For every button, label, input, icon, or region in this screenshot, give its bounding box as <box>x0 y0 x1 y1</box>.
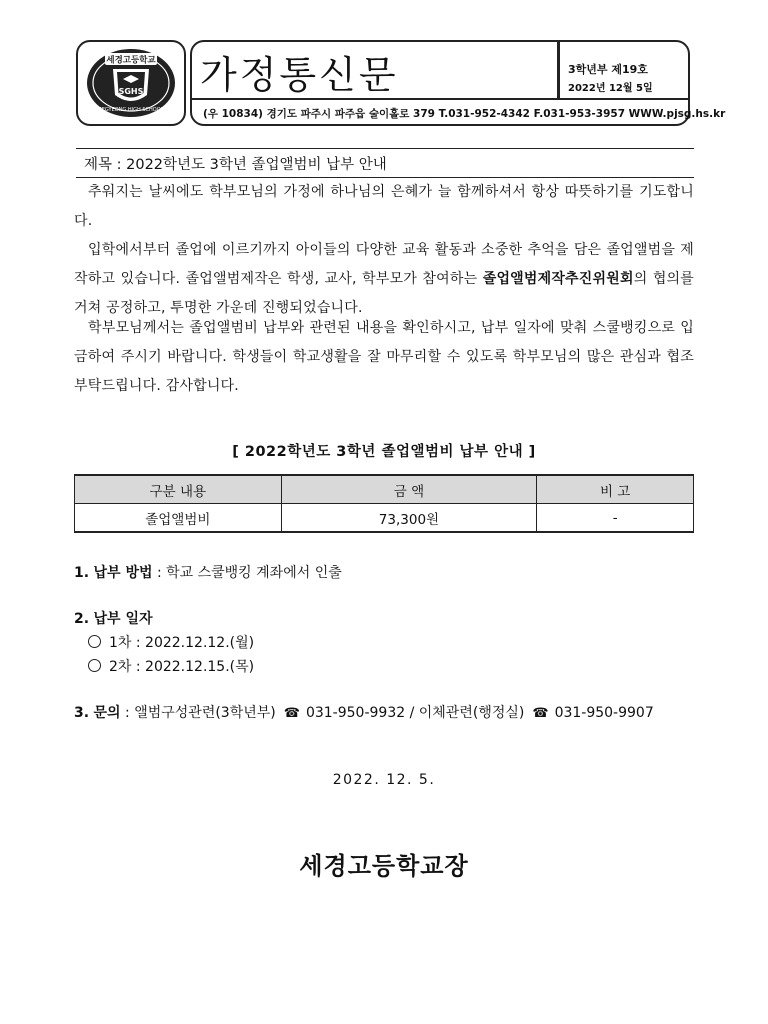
contact-label: 문의 <box>93 705 121 721</box>
school-emblem-icon <box>83 45 179 121</box>
phone-icon: ☎ <box>532 706 549 721</box>
subject-line: 제목 : 2022학년도 3학년 졸업앨범비 납부 안내 <box>84 157 387 173</box>
paragraph-3-text: 학부모님께서는 졸업앨범비 납부와 관련된 내용을 확인하시고, 납부 일자에 맞춰 스쿨뱅킹으로 입금하여 주시기 바랍니다. 학생들이 학교생활을 잘 마무리할 수 있도록 학부모님의 많은 관심과 협조 부탁드립니다. 감사합니다. <box>74 320 694 394</box>
school-address: (우 10834) 경기도 파주시 파주읍 술이홀로 379 T.031-952-4342 F.031-953-3957 WWW.pjsg.hs.kr <box>203 108 726 120</box>
circle-bullet-icon <box>88 659 101 672</box>
page-title: 가정통신문 <box>200 53 399 97</box>
paragraph-1-text: 추워지는 날씨에도 학부모님의 가정에 하나님의 은혜가 늘 함께하셔서 항상 따뜻하기를 기도합니다. <box>74 184 694 229</box>
table-header-amount: 금 액 <box>281 475 537 504</box>
contact-separator: / 이체관련(행정실) <box>405 705 525 721</box>
logo-bottom-text: SEGYEONG HIGH SCHOOL <box>98 107 164 113</box>
table-header-category: 구분 내용 <box>75 475 282 504</box>
body-paragraph-3 <box>74 314 694 401</box>
payment-date-1 <box>88 632 254 652</box>
logo-top-text: 세경고등학교 <box>106 55 156 66</box>
principal-signature: 세경고등학교장 <box>299 852 469 880</box>
payment-date-2 <box>88 656 254 676</box>
fee-table <box>74 474 694 533</box>
table-header-note: 비 고 <box>537 475 694 504</box>
issue-date: 2022년 12월 5일 <box>568 83 653 94</box>
table-cell-note: - <box>537 504 694 533</box>
contact-text-1: : 앨범구성관련(3학년부) <box>120 705 276 721</box>
document-date: 2022. 12. 5. <box>332 772 436 788</box>
school-logo-box <box>76 40 186 126</box>
committee-name: 졸업앨범제작추진위원회 <box>482 271 634 287</box>
table-row <box>75 504 694 533</box>
contact-info <box>74 702 654 722</box>
table-cell-category: 졸업앨범비 <box>75 504 282 533</box>
title-divider <box>557 40 560 98</box>
payment-date-num: 2. <box>74 611 90 627</box>
subject-top-rule <box>76 148 694 149</box>
payment-method-label: 납부 방법 <box>93 565 153 581</box>
table-cell-amount: 73,300원 <box>281 504 537 533</box>
table-header-row <box>75 475 694 504</box>
circle-bullet-icon <box>88 635 101 648</box>
paragraph-2-text-b: 의 협의를 거쳐 공정하고, 투명한 가운데 진행되었습니다. <box>74 271 695 316</box>
logo-center-text: SGHS <box>118 87 144 96</box>
header-divider <box>190 98 690 100</box>
payment-date-2-text: 2차 : 2022.12.15.(목) <box>109 659 255 675</box>
payment-date-heading <box>74 608 153 628</box>
payment-date-1-text: 1차 : 2022.12.12.(월) <box>109 635 255 651</box>
body-paragraph-2 <box>74 236 694 323</box>
contact-phone-1: 031-950-9932 <box>305 705 406 721</box>
notice-title: [ 2022학년도 3학년 졸업앨범비 납부 안내 ] <box>232 444 536 460</box>
payment-date-label: 납부 일자 <box>93 611 153 627</box>
payment-method <box>74 562 342 582</box>
body-paragraph-1 <box>74 178 694 236</box>
payment-method-text: : 학교 스쿨뱅킹 계좌에서 인출 <box>152 565 342 581</box>
contact-phone-2: 031-950-9907 <box>554 705 654 721</box>
payment-method-num: 1. <box>74 565 90 581</box>
contact-num: 3. <box>74 705 90 721</box>
phone-icon: ☎ <box>283 706 300 721</box>
paragraph-2-text-a: 입학에서부터 졸업에 이르기까지 아이들의 다양한 교육 활동과 소중한 추억을 담은 졸업앨범을 제작하고 있습니다. 졸업앨범제작은 학생, 교사, 학부모가 참여하는 <box>74 242 694 287</box>
issue-number: 3학년부 제19호 <box>568 63 648 76</box>
